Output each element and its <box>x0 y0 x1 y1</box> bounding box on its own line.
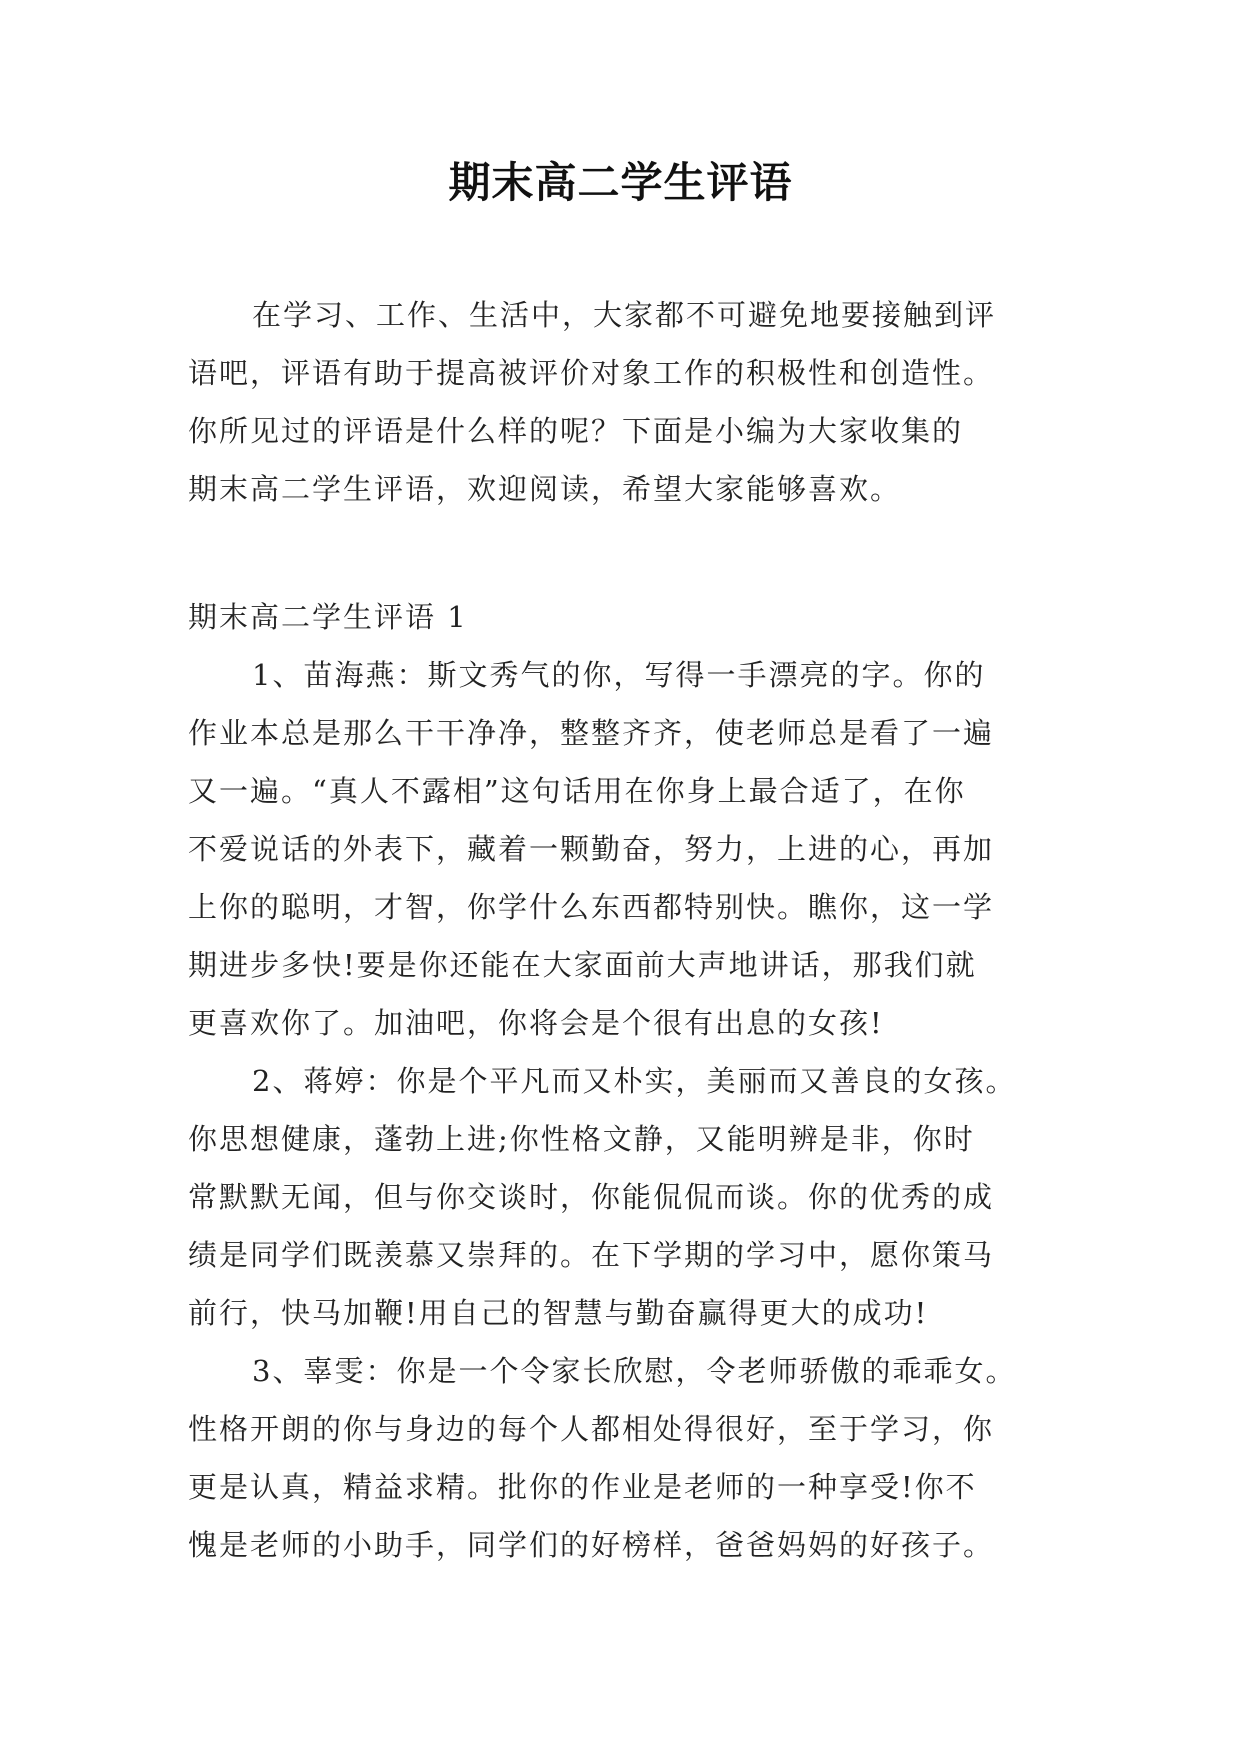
comment-line: 上你的聪明，才智，你学什么东西都特别快。瞧你，这一学 <box>188 890 995 924</box>
comment-line: 你思想健康，蓬勃上进;你性格文静，又能明辨是非，你时 <box>188 1122 975 1156</box>
comment-line: 更是认真，精益求精。批你的作业是老师的一种享受!你不 <box>188 1470 977 1504</box>
comment-line: 愧是老师的小助手，同学们的好榜样，爸爸妈妈的好孩子。 <box>188 1528 995 1562</box>
comment-line: 又一遍。“真人不露相”这句话用在你身上最合适了，在你 <box>188 774 966 808</box>
intro-line: 你所见过的评语是什么样的呢？下面是小编为大家收集的 <box>188 414 964 448</box>
section-heading: 期末高二学生评语 1 <box>188 600 468 634</box>
document-body <box>188 286 1058 1574</box>
paragraph-spacer <box>188 518 1058 588</box>
intro-line: 在学习、工作、生活中，大家都不可避免地要接触到评 <box>252 298 997 332</box>
comment-line: 期进步多快!要是你还能在大家面前大声地讲话，那我们就 <box>188 948 977 982</box>
comment-item-1 <box>188 646 1058 1052</box>
comment-line: 不爱说话的外表下，藏着一颗勤奋，努力，上进的心，再加 <box>188 832 995 866</box>
comment-line: 绩是同学们既羡慕又崇拜的。在下学期的学习中，愿你策马 <box>188 1238 995 1272</box>
comment-line: 2、蒋婷：你是个平凡而又朴实，美丽而又善良的女孩。 <box>252 1064 1017 1098</box>
comment-line: 更喜欢你了。加油吧，你将会是个很有出息的女孩! <box>188 1006 884 1040</box>
comment-line: 作业本总是那么干干净净，整整齐齐，使老师总是看了一遍 <box>188 716 995 750</box>
document-title: 期末高二学生评语 <box>448 158 793 207</box>
comment-line: 3、辜雯：你是一个令家长欣慰，令老师骄傲的乖乖女。 <box>252 1354 1017 1388</box>
comment-item-2 <box>188 1052 1058 1342</box>
comment-line: 1、苗海燕：斯文秀气的你，写得一手漂亮的字。你的 <box>252 658 986 692</box>
comment-line: 前行，快马加鞭!用自己的智慧与勤奋赢得更大的成功! <box>188 1296 929 1330</box>
intro-line: 期末高二学生评语，欢迎阅读，希望大家能够喜欢。 <box>188 472 902 506</box>
intro-paragraph <box>188 286 1058 518</box>
intro-line: 语吧，评语有助于提高被评价对象工作的积极性和创造性。 <box>188 356 995 390</box>
comment-item-3 <box>188 1342 1058 1574</box>
comment-line: 常默默无闻，但与你交谈时，你能侃侃而谈。你的优秀的成 <box>188 1180 995 1214</box>
comment-line: 性格开朗的你与身边的每个人都相处得很好，至于学习，你 <box>188 1412 995 1446</box>
